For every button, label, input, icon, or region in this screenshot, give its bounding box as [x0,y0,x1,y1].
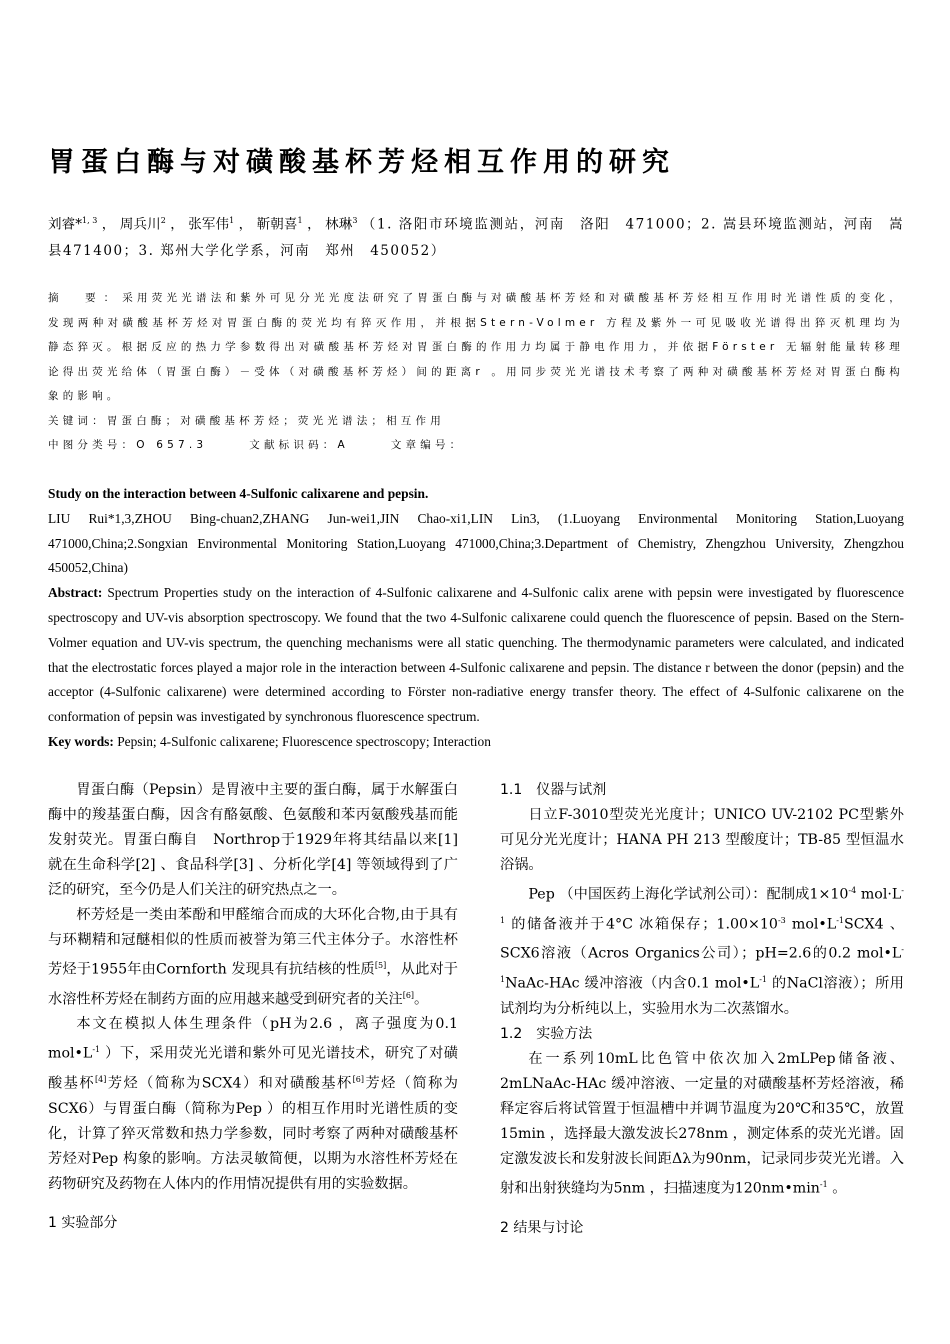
author-5-sup: 3 [352,216,358,225]
clc-value: O 657.3 [136,439,208,451]
author-4-sup: 1 [297,216,303,225]
article-label: 文章编号： [390,439,465,451]
section-heading-1: 1 实验部分 [48,1214,118,1231]
english-keywords [48,730,904,755]
keywords-cn: 胃蛋白酶；对磺酸基杯芳烃；荧光光谱法；相互作用 [106,414,445,427]
ref-6: [6] [402,990,415,1000]
english-title: Study on the interaction between 4-Sulfonic calixarene and pepsin. [48,486,429,501]
reagents-paragraph: Pep （中国医药上海化学试剂公司）：配制成$1\times 10^{-4}$ $mol\cdot L^{-1}$ 的储备液并于4°C 冰箱保存；$1.00\times 10^{-3}$ $mol•L^{-1}SCX4$ 、SCX6溶液（Acros Organics公司）；pH=2.6的0.2 $mol•L^{-1}NaAc$-HAc 缓冲溶液（内含0.1 $mol•L^{-1}$ 的NaCl溶液）；所用试剂均为分析纯以上，实验用水为二次蒸馏水。 [500,886,904,1017]
abstract-cn [48,286,904,458]
section-heading-2: 2 结果与讨论 [500,1219,584,1236]
keywords-cn-line [48,409,904,434]
doc-label: 文献标识码： [249,439,338,451]
classification-line [48,433,904,458]
body-left-column [48,778,458,1236]
abstract-cn-text: 采用荧光光谱法和紫外可见分光光度法研究了胃蛋白酶与对磺酸基杯芳烃和对磺酸基杯芳烃相互作用时光谱性质的变化，发现两种对磺酸基杯芳烃对胃蛋白酶的荧光均有猝灭作用，并根据Stern-Volmer 方程及紫外一可见吸收光谱得出猝灭机理均为静态猝灭。根据反应的热力学参数得出对磺酸基杯芳烃对胃蛋白酶的作用力均属于静电作用力，并依据Förster 无辐射能量转移理论得出荧光给体（胃蛋白酶）－受体（对磺酸基杯芳烃）间的距离r 。用同步荧光光谱技术考察了两种对磺酸基杯芳烃对胃蛋白酶构象的影响。 [48,292,905,402]
author-4: 靳朝喜 [256,216,298,233]
intro-paragraph-3: 本文在模拟人体生理条件（pH为2.6 ，离子强度为0.1 $mol•L^{-1}$ ）下，采用荧光光谱和紫外可见光谱技术，研究了对磺酸基杯[4]芳烃（简称为SCX4）和对磺酸基杯[6]芳烃（简称为SCX6）与胃蛋白酶（简称为Pep ）的相互作用时光谱性质的变化，计算了猝灭常数和热力学参数，同时考察了两种对磺酸基杯芳烃对Pep 构象的影响。方法灵敏简便，以期为水溶性杯芳烃在药物研究及药物在人体内的作用情况提供有用的实验数据。 [48,1016,458,1192]
author-3: 张军伟 [188,216,230,233]
english-authors: LIU Rui*1,3,ZHOU Bing-chuan2,ZHANG Jun-wei1,JIN Chao-xi1,LIN Lin3, (1.Luoyang Environmental Monitoring Station,Luoyang 471000,China;2.Songxian Environmental Monitoring Station,Luoyang 471000,China;3.Department of Chemistry, Zhengzhou University, Zhengzhou 450052,China) [48,510,904,576]
authors-cn: 刘睿*$^{1, 3}$ ， 周兵川$^2$ ， 张军伟$^1$ ， 靳朝喜$^1$ ， 林琳$^3$ （1. 洛阳市环境监测站，河南 洛阳 471000；2. 嵩县环境监测站，河南 嵩县471400；3. 郑州大学化学系，河南 郑州 450052） [48,216,905,259]
english-abstract-label: Abstract: [48,585,103,601]
subsection-1-2: 1.2 实验方法 [500,1025,593,1042]
author-2-sup: 2 [160,216,166,225]
english-abstract [48,581,904,730]
english-abstract-text: Spectrum Properties study on the interaction of 4-Sulfonic calixarene and 4-Sulfonic calix arene with pepsin were investigated by fluorescence spectroscopy and UV-vis absorption spectroscopy. We found that the two 4-Sulfonic calixarene could quench the fluorescence of pepsin. Based on the Stern-Volmer equation and UV-vis spectrum, the quenching mechanisms were all static quenching. The thermodynamic parameters were calculated, and indicated that the electrostatic forces played a major role in the interaction between 4-Sulfonic calixarene and pepsin. The distance r between the donor (pepsin) and the acceptor (4-Sulfonic calixarene) were determined according to Förster non-radiative energy transfer theory. The effect of 4-Sulfonic calixarene on the conformation of pepsin was investigated by synchronous fluorescence spectrum. [48,585,904,725]
author-1: 刘睿* [48,216,82,233]
clc-label: 中图分类号： [48,439,137,451]
subsection-1-1: 1.1 仪器与试剂 [500,782,607,798]
author-3-sup: 1 [229,216,235,225]
doc-value: A [337,439,349,451]
method-paragraph: 在一系列10mL比色管中依次加入2mLPep储备液、2mLNaAc-HAc 缓冲溶液、一定量的对磺酸基杯芳烃溶液，稀释定容后将试管置于恒温槽中并调节温度为20℃和35℃，放置15min ，选择最大激发波长278nm ，测定体系的荧光光谱。固定激发波长和发射波长间距Δλ为90nm，记录同步荧光光谱。入射和出射狭缝均为5nm ，扫描速度为$120nm•\min^{-1}$ 。 [500,1050,904,1197]
intro-paragraph-1: 胃蛋白酶（Pepsin）是胃液中主要的蛋白酶，属于水解蛋白酶中的羧基蛋白酶，因含有酪氨酸、色氨酸和苯丙氨酸残基而能发射荧光。胃蛋白酶自 Northrop于1929年将其结晶以来[1] 就在生命科学[2] 、食品科学[3] 、分析化学[4] 等领域得到了广泛的研究，至今仍是人们关注的研究热点之一。 [48,782,458,898]
affiliation-cn: （1. 洛阳市环境监测站，河南 洛阳 471000；2. 嵩县环境监测站，河南 嵩县471400；3. 郑州大学化学系，河南 郑州 450052） [48,216,905,259]
author-2: 周兵川 [119,216,161,233]
author-5: 林琳 [325,216,353,233]
body-right-column [500,778,904,1241]
ref-4: [4] [95,1075,107,1085]
instruments-paragraph: 日立F-3010型荧光光度计；UNICO UV-2102 PC型紫外可见分光光度计；HANA PH 213 型酸度计；TB-85 型恒温水浴锅。 [500,807,904,873]
english-block [48,482,904,755]
ref-5: [5] [374,961,387,970]
english-keywords-label: Key words: [48,733,114,749]
paper-title: 胃蛋白酶与对磺酸基杯芳烃相互作用的研究 [48,147,675,178]
keywords-cn-label: 关键词： [48,414,107,427]
intro-paragraph-2: 杯芳烃是一类由苯酚和甲醛缩合而成的大环化合物,由于具有与环糊精和冠醚相似的性质而被誉为第三代主体分子。水溶性杯芳烃于1955年由Cornforth 发现具有抗结核的性质[5]，从此对于水溶性杯芳烃在制药方面的应用越来越受到研究者的关注[6]。 [48,907,458,1008]
english-keywords-text: Pepsin; 4-Sulfonic calixarene; Fluorescence spectroscopy; Interaction [117,733,491,749]
ref-6b: [6] [352,1075,364,1085]
author-1-sup: 1, 3 [81,216,98,225]
abstract-cn-label: 摘 要： [48,292,123,304]
